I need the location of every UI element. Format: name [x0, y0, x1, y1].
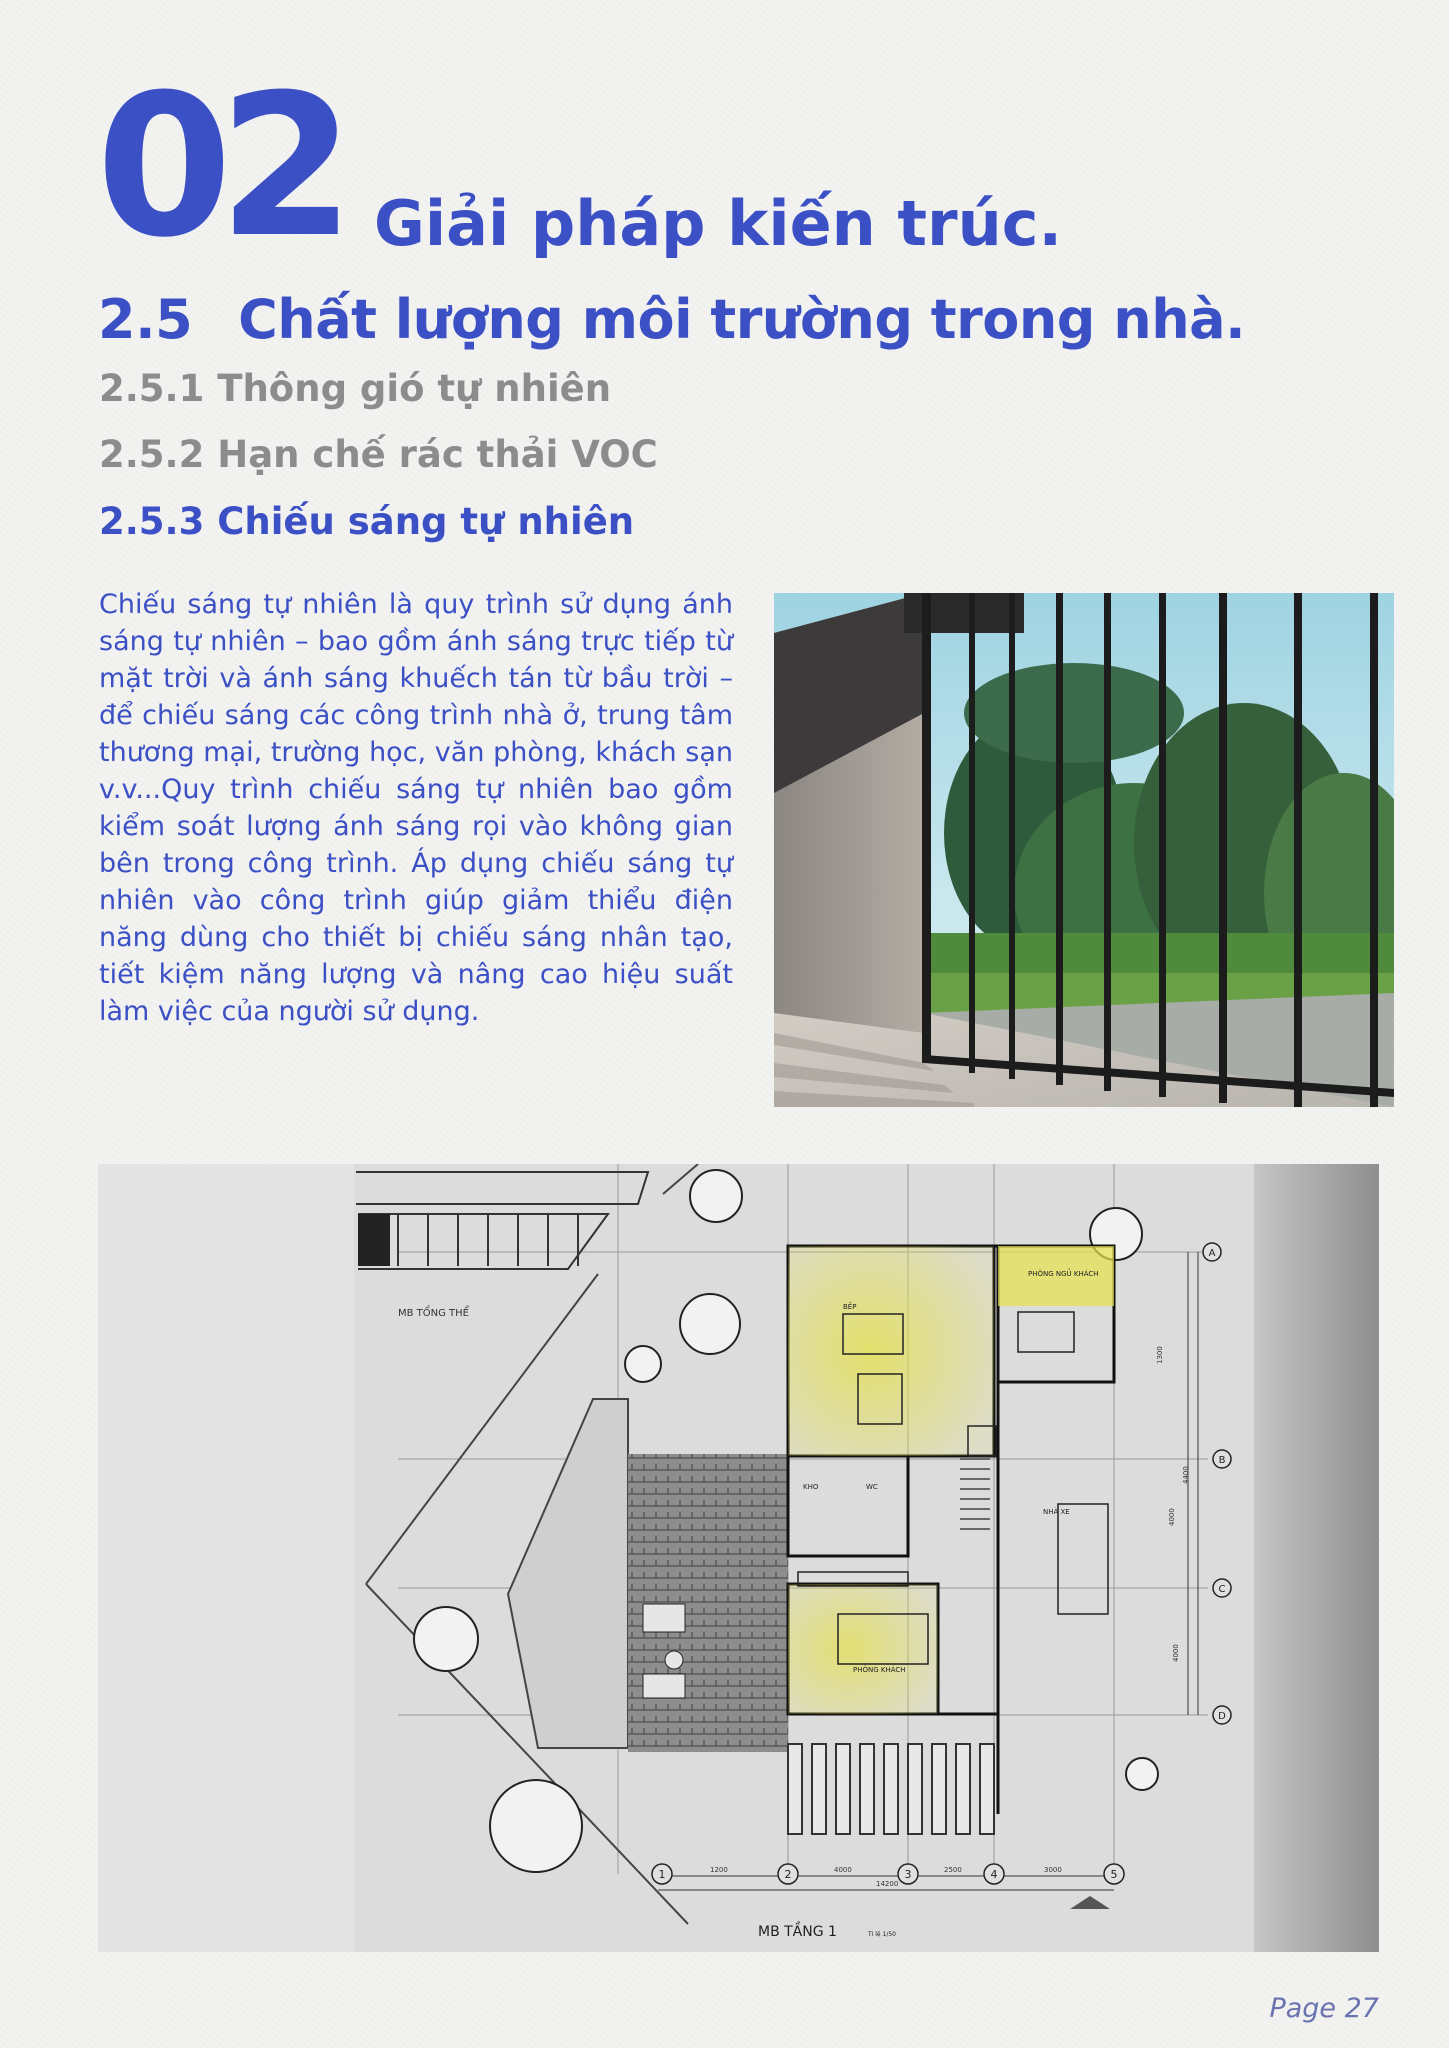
subsection-daylighting: 2.5.3 Chiếu sáng tự nhiên: [99, 500, 635, 543]
room-label-storage: KHO: [803, 1483, 819, 1491]
room-label-guest-bedroom: PHÒNG NGỦ KHÁCH: [1028, 1270, 1099, 1278]
dim-4000: 4000: [834, 1866, 852, 1874]
dim-3000: 3000: [1044, 1866, 1062, 1874]
room-label-kitchen: BẾP: [843, 1303, 857, 1311]
site-plan-label: MB TỔNG THỂ: [398, 1308, 470, 1319]
dim-14200: 14200: [876, 1880, 899, 1888]
row-marker-d: D: [1218, 1711, 1226, 1722]
room-label-garage: NHÀ XE: [1043, 1508, 1070, 1516]
dim-right-4000a: 4000: [1168, 1508, 1176, 1526]
dim-1200: 1200: [710, 1866, 728, 1874]
col-marker-1: 1: [658, 1868, 666, 1881]
dim-right-4400: 4400: [1182, 1466, 1190, 1484]
row-marker-c: C: [1218, 1584, 1226, 1595]
chapter-title: Giải pháp kiến trúc.: [374, 187, 1063, 260]
interior-daylight-photo: [774, 593, 1394, 1107]
section-heading: [98, 284, 1245, 356]
section-number: 2.5: [98, 288, 193, 351]
section-title: Chất lượng môi trường trong nhà.: [238, 288, 1246, 351]
body-paragraph: Chiếu sáng tự nhiên là quy trình sử dụng ánh sáng tự nhiên – bao gồm ánh sáng trực tiếp từ mặt trời và ánh sáng khuếch tán từ bầu trời – để chiếu sáng các công trình nhà ở, trung tâm thương mại, trường học, văn phòng, khách sạn v.v...Quy trình chiếu sáng tự nhiên bao gồm kiểm soát lượng ánh sáng rọi vào không gian bên trong công trình. Áp dụng chiếu sáng tự nhiên vào công trình giúp giảm thiểu điện năng dùng cho thiết bị chiếu sáng nhân tạo, tiết kiệm năng lượng và nâng cao hiệu suất làm việc của người sử dụng.: [99, 589, 733, 1027]
floor-plan-label: MB TẦNG 1: [758, 1924, 837, 1940]
col-marker-4: 4: [990, 1868, 998, 1881]
row-marker-a: A: [1208, 1248, 1216, 1259]
room-label-living-room: PHÒNG KHÁCH: [853, 1666, 906, 1674]
floor-plan-drawing: [98, 1164, 1379, 1952]
dim-right-4000b: 4000: [1172, 1644, 1180, 1662]
col-marker-3: 3: [904, 1868, 912, 1881]
dim-2500: 2500: [944, 1866, 962, 1874]
dim-right-1300: 1300: [1156, 1346, 1164, 1364]
col-marker-5: 5: [1110, 1868, 1118, 1881]
chapter-number: 02: [96, 53, 341, 281]
row-marker-b: B: [1218, 1455, 1226, 1466]
col-marker-2: 2: [784, 1868, 792, 1881]
page-number: Page 27: [1269, 1993, 1379, 2024]
room-label-wc: WC: [866, 1483, 878, 1491]
subsection-voc: 2.5.2 Hạn chế rác thải VOC: [99, 433, 658, 476]
subsection-ventilation: 2.5.1 Thông gió tự nhiên: [99, 367, 612, 410]
floor-plan-scale: Tỉ lệ 1/50: [868, 1931, 896, 1938]
